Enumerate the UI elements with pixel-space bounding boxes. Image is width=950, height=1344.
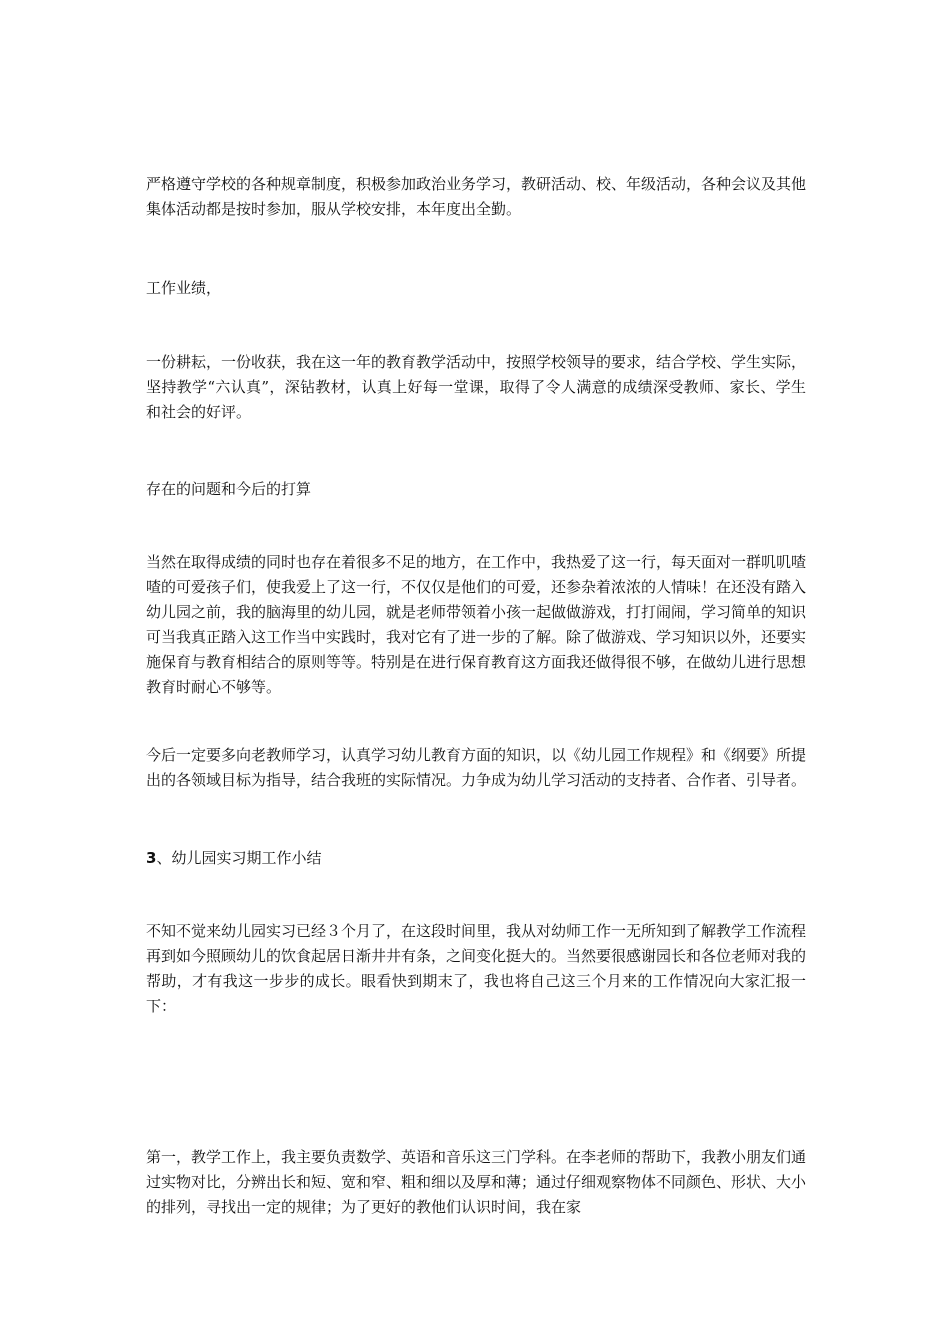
paragraph-discipline: 严格遵守学校的各种规章制度，积极参加政治业务学习，教研活动、校、年级活动，各种会议及其他集体活动都是按时参加，服从学校安排，本年度出全勤。 (146, 175, 807, 218)
heading-text: 、幼儿园实习期工作小结 (156, 849, 322, 867)
paragraph-problems: 当然在取得成绩的同时也存在着很多不足的地方，在工作中，我热爱了这一行，每天面对一群叽叽喳喳的可爱孩子们，使我爱上了这一行，不仅仅是他们的可爱，还参杂着浓浓的人情味！在还没有踏入幼儿园之前，我的脑海里的幼儿园，就是老师带领着小孩一起做做游戏，打打闹闹，学习简单的知识可当我真正踏入这工作当中实践时，我对它有了进一步的了解。除了做游戏、学习知识以外，还要实施保育与教育相结合的原则等等。特别是在进行保育教育这方面我还做得很不够，在做幼儿进行思想教育时耐心不够等。 (146, 553, 807, 696)
heading-work-achievements: 工作业绩， (146, 279, 222, 297)
paragraph-teaching-work: 第一，教学工作上，我主要负责数学、英语和音乐这三门学科。在李老师的帮助下，我教小朋友们通过实物对比，分辨出长和短、宽和窄、粗和细以及厚和薄；通过仔细观察物体不同颜色、形状、大小的排列，寻找出一定的规律；为了更好的教他们认识时间，我在家 (146, 1148, 807, 1216)
heading-number: 3 (146, 849, 157, 867)
paragraph-internship-intro: 不知不觉来幼儿园实习已经３个月了，在这段时间里，我从对幼师工作一无所知到了解教学工作流程再到如今照顾幼儿的饮食起居日渐井井有条，之间变化挺大的。当然要很感谢园长和各位老师对我的帮助，才有我这一步步的成长。眼看快到期末了，我也将自己这三个月来的工作情况向大家汇报一下： (146, 922, 807, 1015)
paragraph-achievements: 一份耕耘，一份收获，我在这一年的教育教学活动中，按照学校领导的要求，结合学校、学生实际，坚持教学“六认真”，深钻教材，认真上好每一堂课，取得了令人满意的成绩深受教师、家长、学生和社会的好评。 (146, 353, 807, 421)
paragraph-future-plans: 今后一定要多向老教师学习，认真学习幼儿教育方面的知识，以《幼儿园工作规程》和《纲要》所提出的各领域目标为指导，结合我班的实际情况。力争成为幼儿学习活动的支持者、合作者、引导者。 (146, 746, 807, 789)
heading-problems-plans: 存在的问题和今后的打算 (146, 480, 312, 498)
heading-internship-summary (146, 846, 806, 871)
